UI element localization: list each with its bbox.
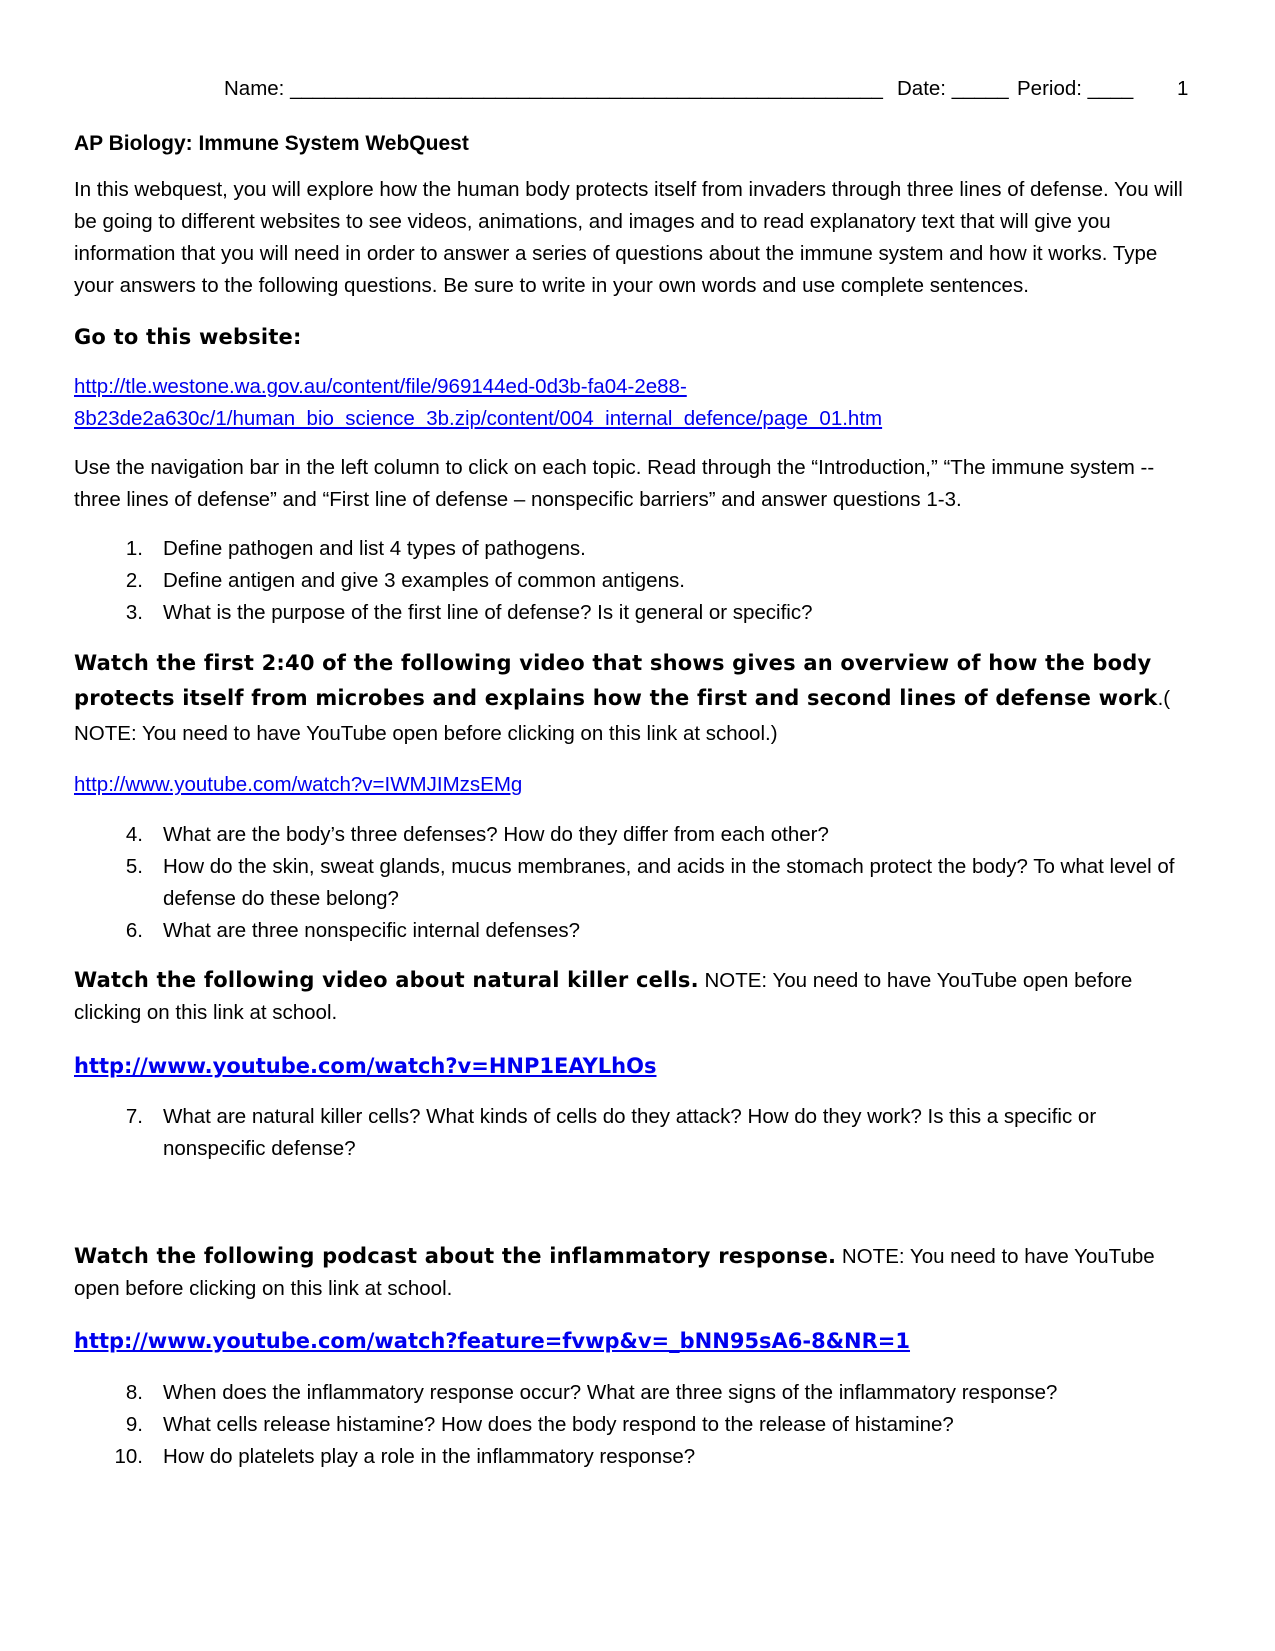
section3-note: NOTE: You need to have YouTube open before clicking on this link at school. [74, 969, 1133, 1024]
question-number: 3. [125, 601, 143, 624]
question-number: 10. [114, 1445, 143, 1468]
youtube-link-defenses[interactable]: http://www.youtube.com/watch?v=IWMJIMzsEMg [74, 773, 523, 796]
section2-question-list [88, 819, 1185, 947]
question-text: What are three nonspecific internal defenses? [163, 919, 581, 942]
question-item [88, 915, 1185, 947]
question-item [88, 851, 1185, 915]
question-item [88, 1441, 1185, 1473]
question-item [88, 597, 1185, 629]
question-item [88, 1409, 1185, 1441]
website-link-line2[interactable]: 8b23de2a630c/1/human_bio_science_3b.zip/content/004_internal_defence/page_01.htm [74, 407, 883, 430]
section1-instructions: Use the navigation bar in the left column to click on each topic. Read through the “Introduction,” “The immune system -- three lines of defense” and “First line of defense – nonspecific barriers” and answer questions 1-3. [74, 456, 1155, 511]
section4-question-list [88, 1377, 1185, 1473]
section4-heading: Watch the following podcast about the inflammatory response. [74, 1244, 837, 1268]
section4-note: NOTE: You need to have YouTube open before clicking on this link at school. [74, 1245, 1155, 1300]
section4-link-row [74, 1325, 1185, 1358]
question-item [88, 1377, 1185, 1409]
name-field-label: Name: ____________________________________________________ [224, 77, 883, 100]
question-item [88, 533, 1185, 565]
section4-heading-paragraph [74, 1240, 1185, 1305]
section3-heading: Watch the following video about natural killer cells. [74, 968, 699, 992]
section3-question-list [88, 1101, 1185, 1165]
question-number: 1. [125, 537, 143, 560]
section2-link-row [74, 769, 1185, 801]
question-number: 9. [125, 1413, 143, 1436]
section2-note: .( NOTE: You need to have YouTube open before clicking on this link at school.) [74, 687, 1171, 745]
section1-link[interactable] [74, 371, 1185, 435]
question-number: 5. [125, 855, 143, 878]
question-number: 2. [125, 569, 143, 592]
question-item [88, 819, 1185, 851]
document-title: AP Biology: Immune System WebQuest [74, 132, 469, 155]
question-text: What cells release histamine? How does the body respond to the release of histamine? [163, 1413, 954, 1436]
question-number: 4. [125, 823, 143, 846]
date-field-label: Date: _____ [897, 77, 1009, 100]
question-number: 6. [125, 919, 143, 942]
section2-heading-paragraph [74, 646, 1185, 751]
question-text: Define antigen and give 3 examples of common antigens. [163, 569, 685, 592]
youtube-link-nk-cells[interactable]: http://www.youtube.com/watch?v=HNP1EAYLhOs [74, 1054, 657, 1078]
question-item [88, 1101, 1185, 1165]
question-text: How do the skin, sweat glands, mucus membranes, and acids in the stomach protect the body? To what level of defense do these belong? [163, 855, 1175, 910]
question-number: 8. [125, 1381, 143, 1404]
youtube-link-inflammatory[interactable]: http://www.youtube.com/watch?feature=fvwp&v=_bNN95sA6-8&NR=1 [74, 1329, 911, 1353]
intro-paragraph: In this webquest, you will explore how the human body protects itself from invaders through three lines of defense. You will be going to different websites to see videos, animations, and images and to read explanatory text that will give you information that you will need in order to answer a series of questions about the immune system and how it works. Type your answers to the following questions. Be sure to write in your own words and use complete sentences. [74, 178, 1183, 297]
section2-heading: Watch the first 2:40 of the following video that shows gives an overview of how the body protects itself from microbes and explains how the first and second lines of defense work [74, 651, 1158, 710]
page-number: 1 [1177, 77, 1189, 100]
question-text: Define pathogen and list 4 types of pathogens. [163, 537, 586, 560]
question-text: When does the inflammatory response occur? What are three signs of the inflammatory response? [163, 1381, 1058, 1404]
question-text: What is the purpose of the first line of defense? Is it general or specific? [163, 601, 813, 624]
section1-heading: Go to this website: [74, 325, 302, 349]
question-number: 7. [125, 1105, 143, 1128]
page-header [0, 72, 1275, 106]
section3-link-row [74, 1050, 1185, 1083]
website-link-line1[interactable]: http://tle.westone.wa.gov.au/content/file/969144ed-0d3b-fa04-2e88- [74, 375, 687, 398]
section3-heading-paragraph [74, 964, 1185, 1029]
period-field-label: Period: ____ [1017, 77, 1134, 100]
question-item [88, 565, 1185, 597]
question-text: How do platelets play a role in the inflammatory response? [163, 1445, 696, 1468]
section1-question-list [88, 533, 1185, 629]
question-text: What are the body’s three defenses? How do they differ from each other? [163, 823, 829, 846]
question-text: What are natural killer cells? What kinds of cells do they attack? How do they work? Is this a specific or nonspecific defense? [163, 1105, 1097, 1160]
